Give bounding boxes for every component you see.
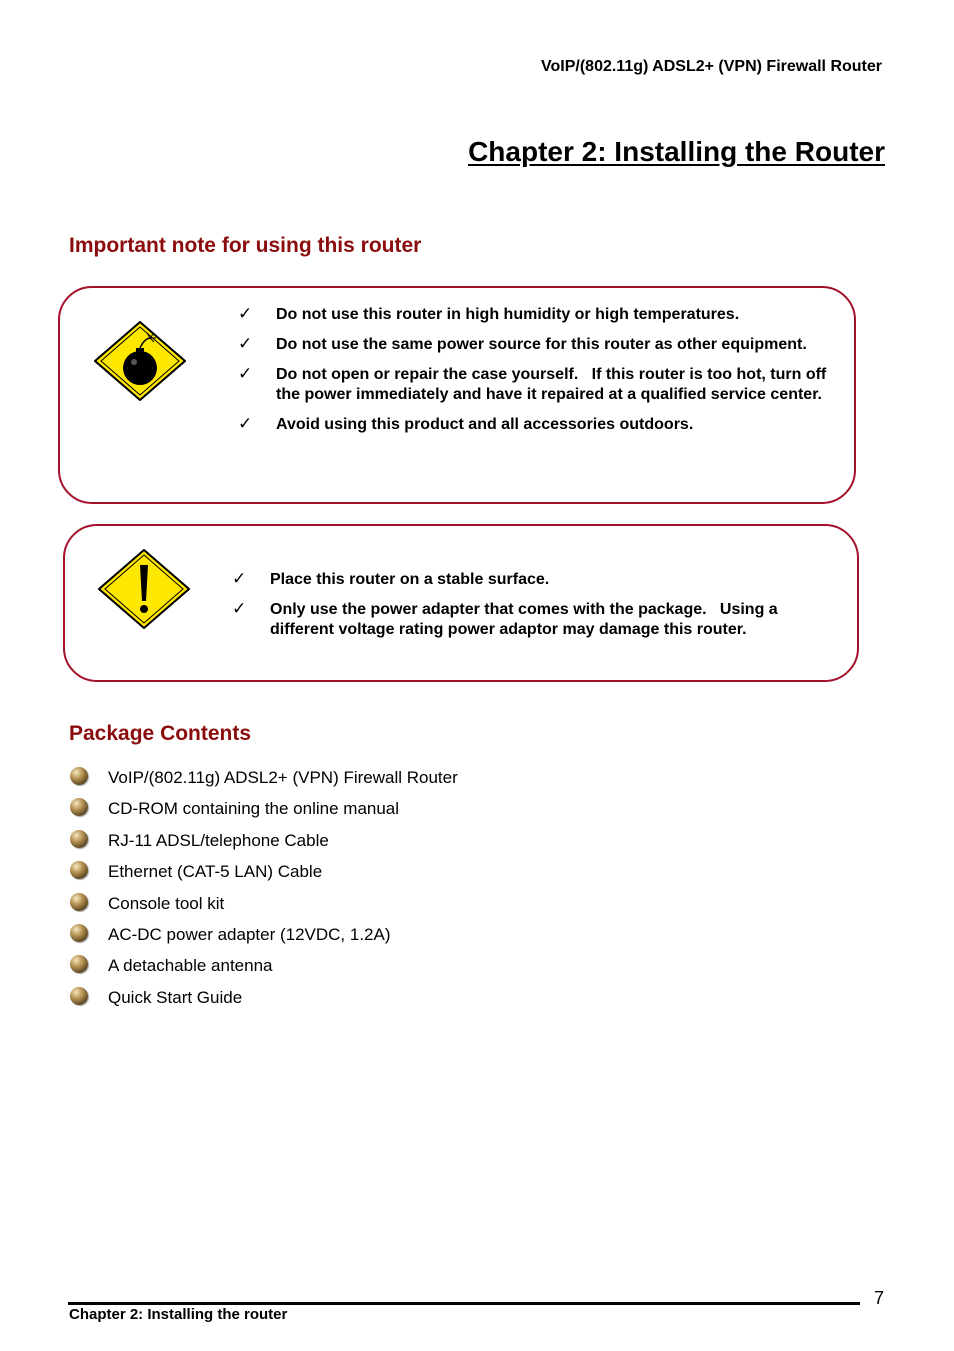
caution-list [238, 305, 832, 445]
package-contents-list [70, 766, 458, 1017]
list-item [238, 415, 832, 435]
checkmark-icon: ✓ [238, 304, 253, 324]
list-item [70, 797, 458, 828]
chapter-title: Chapter 2: Installing the Router [468, 136, 885, 167]
list-item-text: AC-DC power adapter (12VDC, 1.2A) [108, 924, 391, 944]
list-item-text: Avoid using this product and all accessories outdoors. [276, 416, 694, 433]
list-item-text: CD-ROM containing the online manual [108, 799, 400, 819]
list-item-text: Do not use the same power source for this router as other equipment. [276, 336, 807, 353]
bronze-ball-bullet-icon [70, 955, 88, 973]
list-item [238, 365, 832, 405]
checkmark-icon: ✓ [238, 334, 253, 354]
list-item-text: Quick Start Guide [108, 987, 243, 1007]
checkmark-icon: ✓ [232, 569, 247, 589]
list-item [70, 860, 458, 891]
list-item-text: A detachable antenna [108, 956, 273, 976]
list-item [232, 600, 832, 640]
checkmark-icon: ✓ [238, 414, 253, 434]
list-item-text: VoIP/(802.11g) ADSL2+ (VPN) Firewall Router [108, 768, 458, 787]
bronze-ball-bullet-icon [70, 987, 88, 1005]
list-item [238, 335, 832, 355]
checkmark-icon: ✓ [238, 364, 253, 384]
list-item [70, 954, 458, 985]
list-item [70, 829, 458, 860]
warning-list [232, 570, 832, 650]
list-item-text: Console tool kit [108, 893, 225, 913]
list-item [232, 570, 832, 590]
footer-chapter-label: Chapter 2: Installing the router [69, 1306, 288, 1323]
running-header: VoIP/(802.11g) ADSL2+ (VPN) Firewall Router [541, 58, 882, 75]
footer-divider [68, 1302, 860, 1305]
list-item-text: Only use the power adapter that comes with the package. Using a different voltage rating power adaptor may damage this router. [270, 601, 778, 638]
list-item-text: Do not use this router in high humidity or high temperatures. [276, 306, 740, 323]
caution-box [58, 286, 856, 504]
package-contents-heading: Package Contents [69, 722, 252, 745]
list-item [238, 305, 832, 325]
bronze-ball-bullet-icon [70, 798, 88, 816]
list-item-text: Ethernet (CAT-5 LAN) Cable [108, 862, 323, 882]
bronze-ball-bullet-icon [70, 830, 88, 848]
bronze-ball-bullet-icon [70, 767, 88, 785]
bomb-icon [94, 321, 186, 401]
page-number: 7 [874, 1288, 885, 1308]
list-item [70, 892, 458, 923]
checkmark-icon: ✓ [232, 599, 247, 619]
warning-box [63, 524, 859, 682]
list-item [70, 986, 458, 1017]
bronze-ball-bullet-icon [70, 861, 88, 879]
list-item-text: Place this router on a stable surface. [270, 571, 550, 588]
bronze-ball-bullet-icon [70, 893, 88, 911]
list-item-text: RJ-11 ADSL/telephone Cable [108, 830, 329, 850]
exclamation-warning-icon [98, 549, 190, 629]
important-note-heading: Important note for using this router [69, 234, 422, 257]
list-item [70, 766, 458, 797]
list-item-text: Do not open or repair the case yourself. If this router is too hot, turn off the power immediately and have it repaired at a qualified service center. [276, 366, 827, 403]
bronze-ball-bullet-icon [70, 924, 88, 942]
list-item [70, 923, 458, 954]
